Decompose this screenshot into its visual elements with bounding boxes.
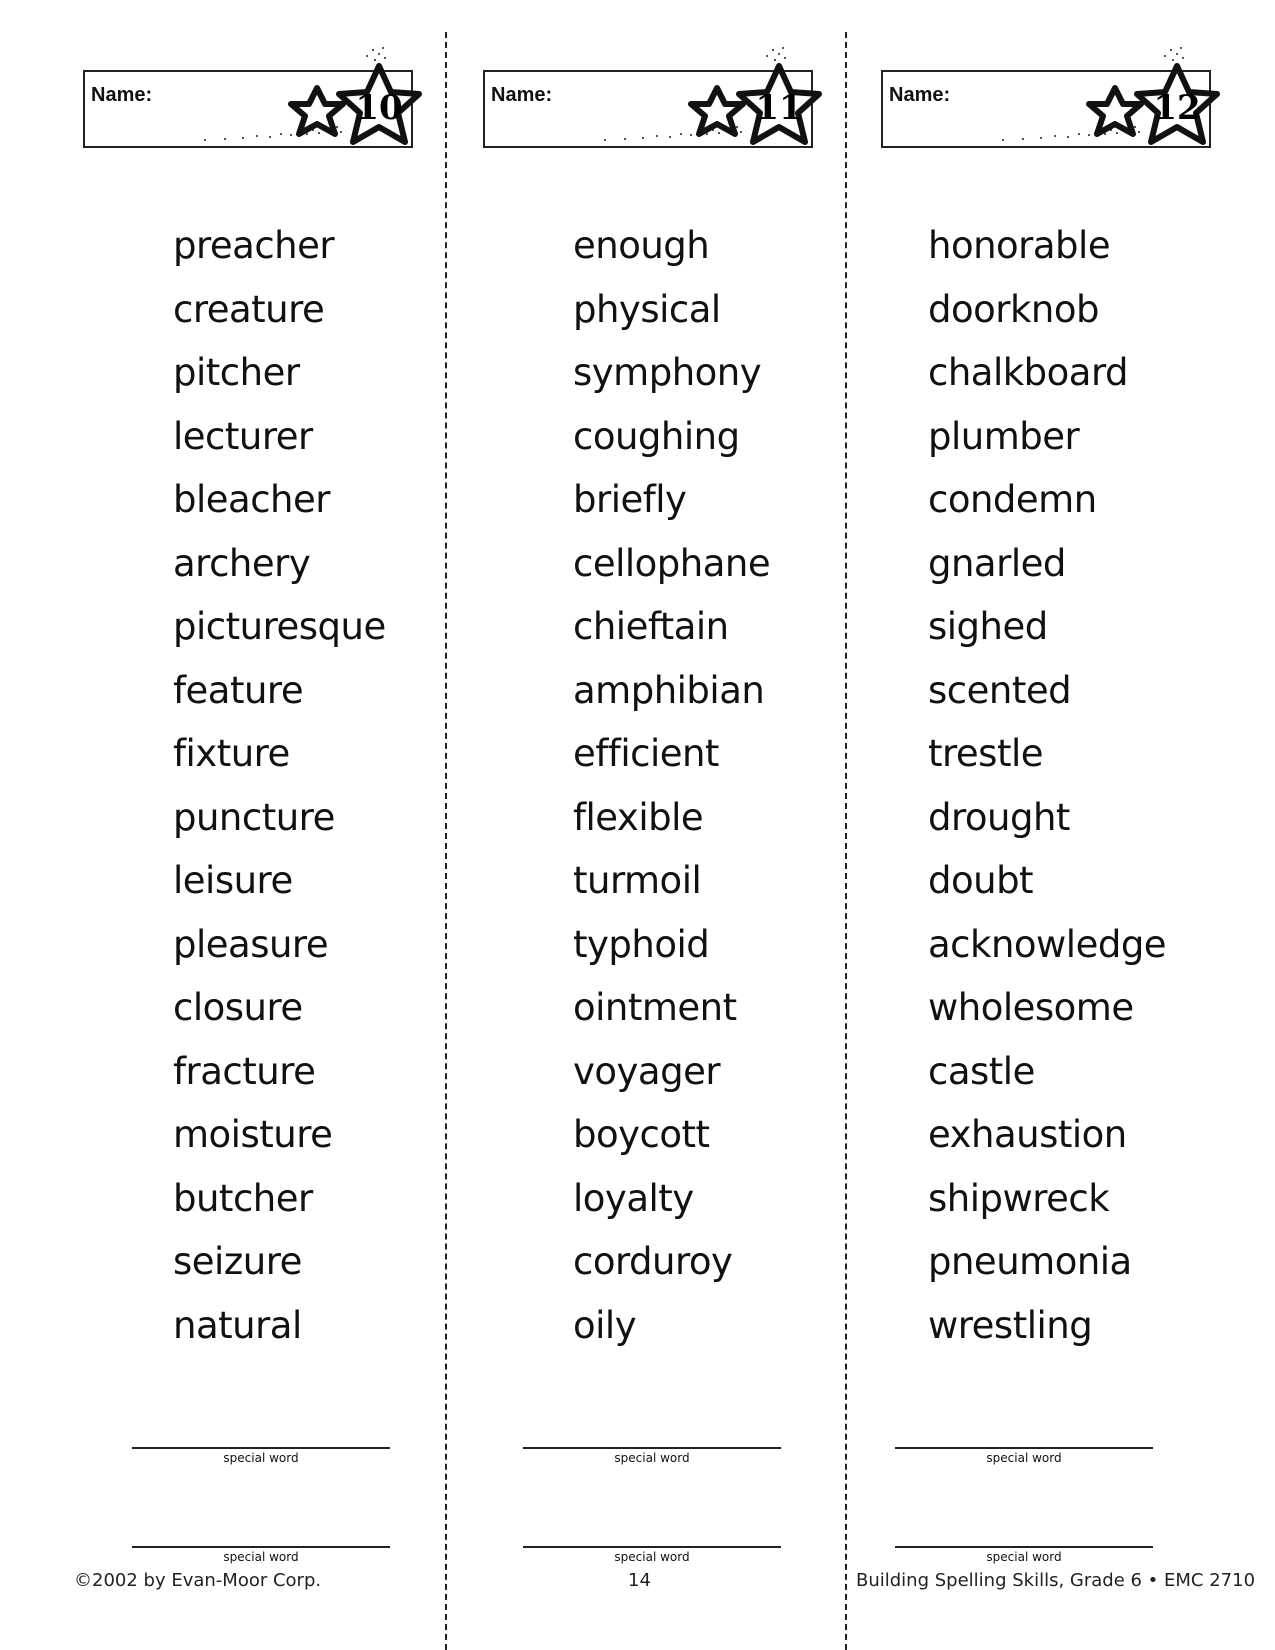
word: butcher <box>173 1176 313 1220</box>
word: doubt <box>928 859 1034 902</box>
name-label: Name: <box>889 84 951 106</box>
word: sighed <box>928 605 1048 648</box>
word: seizure <box>173 1240 302 1283</box>
word: acknowledge <box>928 922 1167 966</box>
page-number: 14 <box>628 1570 651 1591</box>
word: corduroy <box>573 1240 733 1283</box>
special-word-line: special word <box>895 1447 1153 1465</box>
star-badge <box>1083 46 1233 164</box>
word: preacher <box>173 224 335 267</box>
word: turmoil <box>573 859 702 902</box>
list-number: 11 <box>755 88 803 128</box>
special-word-line: special word <box>523 1546 781 1564</box>
word: shipwreck <box>928 1176 1110 1220</box>
word: typhoid <box>573 922 710 966</box>
word: boycott <box>573 1113 710 1156</box>
word: scented <box>928 668 1072 712</box>
word: coughing <box>573 414 740 458</box>
special-word-line: special word <box>523 1447 781 1465</box>
word: loyalty <box>573 1176 694 1220</box>
word: doorknob <box>928 287 1099 331</box>
name-label: Name: <box>91 84 153 106</box>
word: oily <box>573 1303 637 1347</box>
word: picturesque <box>173 605 386 648</box>
special-word-line: special word <box>132 1447 390 1465</box>
word-list <box>928 218 1166 1361</box>
spelling-list-11 <box>400 0 803 1650</box>
word: symphony <box>573 351 762 394</box>
special-word-line: special word <box>132 1546 390 1564</box>
word: archery <box>173 541 311 585</box>
word: pitcher <box>173 351 300 394</box>
word: feature <box>173 668 304 712</box>
word: puncture <box>173 795 335 839</box>
word: voyager <box>573 1049 721 1093</box>
word: gnarled <box>928 541 1066 585</box>
name-label: Name: <box>491 84 553 106</box>
word: ointment <box>573 986 737 1029</box>
small-star-icon <box>1089 88 1141 134</box>
word: enough <box>573 224 710 267</box>
word: trestle <box>928 732 1043 775</box>
word: castle <box>928 1049 1035 1093</box>
word: cellophane <box>573 541 771 585</box>
word: honorable <box>928 224 1111 267</box>
word: drought <box>928 795 1070 839</box>
list-number: 10 <box>355 88 403 128</box>
word: fracture <box>173 1049 316 1093</box>
word: creature <box>173 287 325 331</box>
word-list <box>173 218 386 1361</box>
word: pleasure <box>173 922 329 966</box>
copyright: ©2002 by Evan-Moor Corp. <box>74 1570 322 1591</box>
word: leisure <box>173 859 293 902</box>
spelling-list-12 <box>798 0 1201 1650</box>
small-star-icon <box>291 88 343 134</box>
word: closure <box>173 986 303 1029</box>
word: physical <box>573 287 721 331</box>
small-star-icon <box>691 88 743 134</box>
word: moisture <box>173 1113 333 1156</box>
word: fixture <box>173 732 290 775</box>
word: efficient <box>573 732 719 775</box>
spelling-list-10 <box>0 0 403 1650</box>
word: natural <box>173 1303 302 1347</box>
word: chieftain <box>573 605 729 648</box>
word: pneumonia <box>928 1240 1132 1283</box>
special-word-line: special word <box>895 1546 1153 1564</box>
word: amphibian <box>573 668 765 712</box>
word: wrestling <box>928 1303 1093 1347</box>
list-number: 12 <box>1153 88 1201 128</box>
word: bleacher <box>173 478 330 521</box>
word: lecturer <box>173 414 313 458</box>
word: condemn <box>928 478 1097 521</box>
word-list <box>573 218 770 1361</box>
word: flexible <box>573 795 704 839</box>
word: wholesome <box>928 986 1134 1029</box>
word: chalkboard <box>928 351 1129 394</box>
book-title: Building Spelling Skills, Grade 6 • EMC 2710 <box>856 1570 1256 1591</box>
word: briefly <box>573 478 687 521</box>
word: plumber <box>928 414 1080 458</box>
word: exhaustion <box>928 1113 1127 1156</box>
